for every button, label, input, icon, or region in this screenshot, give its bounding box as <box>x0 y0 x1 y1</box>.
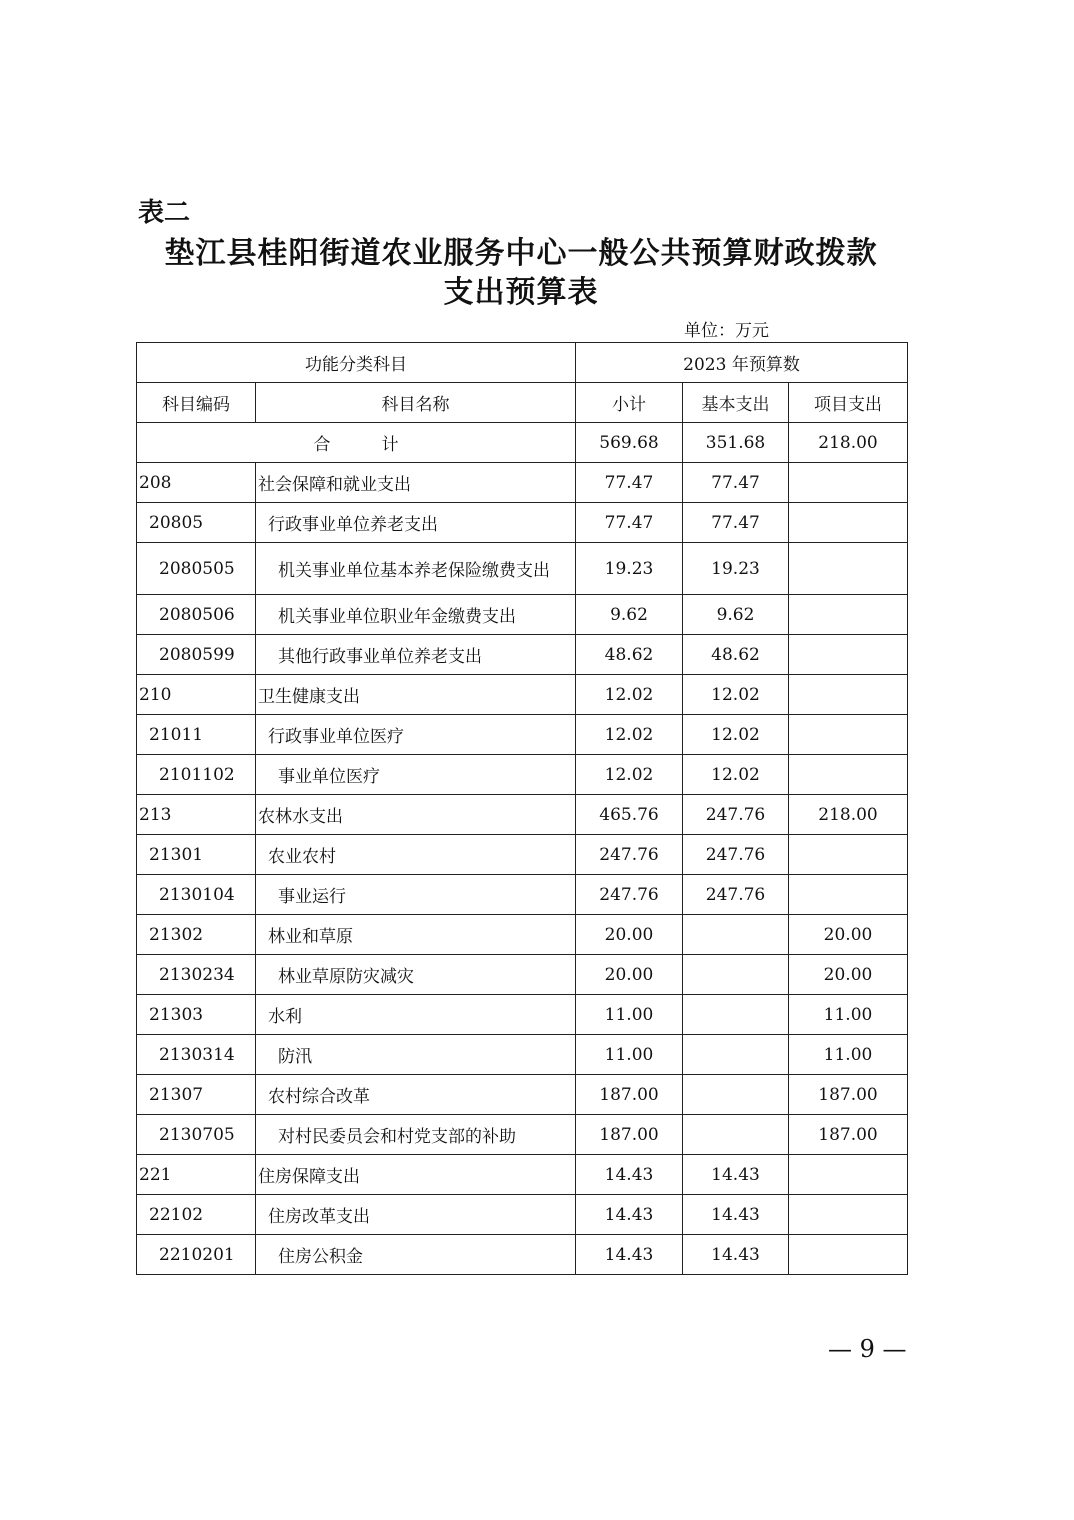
basic-cell: 12.02 <box>683 675 789 715</box>
subtotal-cell: 77.47 <box>576 503 683 543</box>
code-cell: 213 <box>137 795 256 835</box>
basic-cell <box>683 915 789 955</box>
basic-cell: 14.43 <box>683 1195 789 1235</box>
table-row <box>137 875 908 915</box>
basic-cell <box>683 1115 789 1155</box>
document-title-line1: 垫江县桂阳街道农业服务中心一般公共预算财政拨款 <box>164 236 878 271</box>
code-cell: 210 <box>137 675 256 715</box>
project-cell <box>789 675 908 715</box>
basic-cell: 247.76 <box>683 835 789 875</box>
subtotal-cell: 77.47 <box>576 463 683 503</box>
header-functional: 功能分类科目 <box>137 343 576 383</box>
project-cell <box>789 1235 908 1275</box>
table-row <box>137 795 908 835</box>
total-project: 218.00 <box>789 423 908 463</box>
table-row <box>137 915 908 955</box>
name-cell: 事业运行 <box>256 875 576 915</box>
name-cell: 行政事业单位养老支出 <box>256 503 576 543</box>
project-cell <box>789 595 908 635</box>
project-cell: 187.00 <box>789 1115 908 1155</box>
project-cell <box>789 1155 908 1195</box>
project-cell <box>789 835 908 875</box>
subtotal-cell: 187.00 <box>576 1115 683 1155</box>
code-cell: 21307 <box>137 1075 256 1115</box>
table-row <box>137 1035 908 1075</box>
name-cell: 农村综合改革 <box>256 1075 576 1115</box>
document-title-line2: 支出预算表 <box>443 275 599 310</box>
name-cell: 林业和草原 <box>256 915 576 955</box>
name-cell: 林业草原防灾减灾 <box>256 955 576 995</box>
project-cell: 20.00 <box>789 955 908 995</box>
basic-cell: 14.43 <box>683 1235 789 1275</box>
code-cell: 2080599 <box>137 635 256 675</box>
code-cell: 2080506 <box>137 595 256 635</box>
total-row <box>137 423 908 463</box>
total-subtotal: 569.68 <box>576 423 683 463</box>
header-row-1 <box>137 343 908 383</box>
name-cell: 机关事业单位职业年金缴费支出 <box>256 595 576 635</box>
page-number: — 9 — <box>828 1335 907 1363</box>
basic-cell: 12.02 <box>683 715 789 755</box>
table-row <box>137 835 908 875</box>
basic-cell: 77.47 <box>683 463 789 503</box>
code-cell: 2130314 <box>137 1035 256 1075</box>
name-cell: 社会保障和就业支出 <box>256 463 576 503</box>
subtotal-cell: 247.76 <box>576 875 683 915</box>
name-cell: 住房保障支出 <box>256 1155 576 1195</box>
project-cell: 187.00 <box>789 1075 908 1115</box>
project-cell <box>789 635 908 675</box>
table-row <box>137 1195 908 1235</box>
subtotal-cell: 9.62 <box>576 595 683 635</box>
code-cell: 2080505 <box>137 543 256 595</box>
table-row <box>137 503 908 543</box>
code-cell: 2130234 <box>137 955 256 995</box>
code-cell: 21301 <box>137 835 256 875</box>
code-cell: 22102 <box>137 1195 256 1235</box>
project-cell <box>789 463 908 503</box>
name-cell: 农业农村 <box>256 835 576 875</box>
basic-cell <box>683 955 789 995</box>
code-cell: 20805 <box>137 503 256 543</box>
name-cell: 事业单位医疗 <box>256 755 576 795</box>
code-cell: 208 <box>137 463 256 503</box>
table-row <box>137 955 908 995</box>
subtotal-cell: 12.02 <box>576 715 683 755</box>
name-cell: 水利 <box>256 995 576 1035</box>
project-cell <box>789 715 908 755</box>
table-row <box>137 675 908 715</box>
header-name: 科目名称 <box>256 383 576 423</box>
project-cell: 11.00 <box>789 995 908 1035</box>
header-row-2 <box>137 383 908 423</box>
name-cell: 住房公积金 <box>256 1235 576 1275</box>
basic-cell: 77.47 <box>683 503 789 543</box>
subtotal-cell: 14.43 <box>576 1195 683 1235</box>
code-cell: 2210201 <box>137 1235 256 1275</box>
project-cell <box>789 755 908 795</box>
header-code: 科目编码 <box>137 383 256 423</box>
budget-table <box>136 342 908 1275</box>
project-cell: 218.00 <box>789 795 908 835</box>
code-cell: 221 <box>137 1155 256 1195</box>
subtotal-cell: 14.43 <box>576 1235 683 1275</box>
table-row <box>137 715 908 755</box>
table-row <box>137 1235 908 1275</box>
name-cell: 卫生健康支出 <box>256 675 576 715</box>
subtotal-cell: 20.00 <box>576 955 683 995</box>
table-row <box>137 635 908 675</box>
subtotal-cell: 11.00 <box>576 1035 683 1075</box>
table-row <box>137 463 908 503</box>
header-project: 项目支出 <box>789 383 908 423</box>
subtotal-cell: 11.00 <box>576 995 683 1035</box>
subtotal-cell: 12.02 <box>576 675 683 715</box>
header-basic: 基本支出 <box>683 383 789 423</box>
name-cell: 农林水支出 <box>256 795 576 835</box>
code-cell: 2130104 <box>137 875 256 915</box>
table-row <box>137 1155 908 1195</box>
project-cell <box>789 503 908 543</box>
project-cell: 11.00 <box>789 1035 908 1075</box>
name-cell: 住房改革支出 <box>256 1195 576 1235</box>
basic-cell: 48.62 <box>683 635 789 675</box>
table-row <box>137 755 908 795</box>
header-budget: 2023 年预算数 <box>576 343 908 383</box>
name-cell: 防汛 <box>256 1035 576 1075</box>
basic-cell: 247.76 <box>683 795 789 835</box>
table-label: 表二 <box>138 198 191 228</box>
basic-cell: 247.76 <box>683 875 789 915</box>
table-row <box>137 1075 908 1115</box>
subtotal-cell: 465.76 <box>576 795 683 835</box>
basic-cell <box>683 1075 789 1115</box>
subtotal-cell: 48.62 <box>576 635 683 675</box>
code-cell: 21011 <box>137 715 256 755</box>
project-cell <box>789 543 908 595</box>
table-row <box>137 543 908 595</box>
unit-label: 单位：万元 <box>684 321 769 341</box>
header-subtotal: 小计 <box>576 383 683 423</box>
subtotal-cell: 247.76 <box>576 835 683 875</box>
code-cell: 21302 <box>137 915 256 955</box>
code-cell: 2130705 <box>137 1115 256 1155</box>
name-cell: 机关事业单位基本养老保险缴费支出 <box>256 543 576 595</box>
project-cell <box>789 1195 908 1235</box>
subtotal-cell: 12.02 <box>576 755 683 795</box>
basic-cell: 12.02 <box>683 755 789 795</box>
code-cell: 21303 <box>137 995 256 1035</box>
basic-cell <box>683 1035 789 1075</box>
subtotal-cell: 187.00 <box>576 1075 683 1115</box>
basic-cell: 19.23 <box>683 543 789 595</box>
name-cell: 其他行政事业单位养老支出 <box>256 635 576 675</box>
basic-cell <box>683 995 789 1035</box>
table-row <box>137 1115 908 1155</box>
name-cell: 行政事业单位医疗 <box>256 715 576 755</box>
project-cell: 20.00 <box>789 915 908 955</box>
subtotal-cell: 19.23 <box>576 543 683 595</box>
subtotal-cell: 20.00 <box>576 915 683 955</box>
table-row <box>137 595 908 635</box>
name-cell: 对村民委员会和村党支部的补助 <box>256 1115 576 1155</box>
code-cell: 2101102 <box>137 755 256 795</box>
table-row <box>137 995 908 1035</box>
total-label: 合 计 <box>137 423 576 463</box>
total-basic: 351.68 <box>683 423 789 463</box>
basic-cell: 14.43 <box>683 1155 789 1195</box>
subtotal-cell: 14.43 <box>576 1155 683 1195</box>
basic-cell: 9.62 <box>683 595 789 635</box>
project-cell <box>789 875 908 915</box>
